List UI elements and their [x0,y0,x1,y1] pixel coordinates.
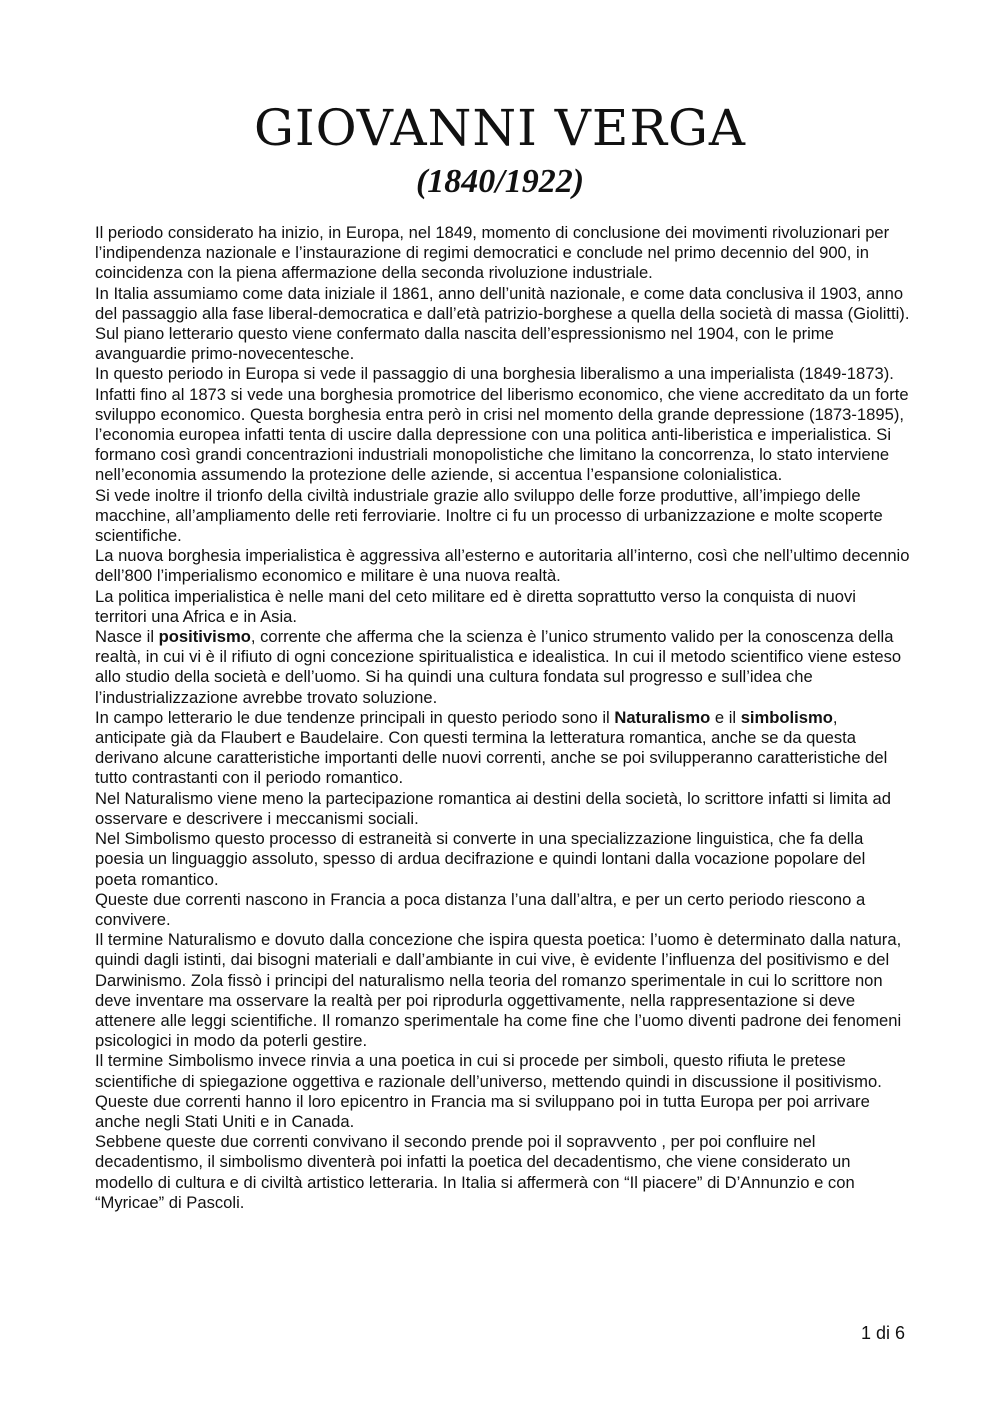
paragraph-7-text-a: Nasce il [95,627,159,647]
keyword-naturalismo: Naturalismo [614,707,711,727]
page-subtitle-dates: (1840/1922) [415,163,585,200]
paragraph-4: Si vede inoltre il trionfo della civiltà industriale grazie allo sviluppo delle forze produttive, all’impiego delle macchine, all’ampliamento delle reti ferroviarie. Inoltre ci fu un processo di urbanizzazione e molte scoperte scientifiche. [95,485,883,546]
paragraph-8-text-a: In campo letterario le due tendenze principali in questo periodo sono il [95,707,615,727]
keyword-simbolismo: simbolismo [740,707,833,727]
body-text [95,223,910,1213]
keyword-positivismo: positivismo [158,627,251,647]
paragraph-8 [95,708,910,789]
page-title: GIOVANNI VERGA [253,99,747,157]
paragraph-11: Queste due correnti nascono in Francia a poca distanza l’una dall’altra, e per un certo periodo riescono a convivere. [95,889,866,929]
paragraph-7-text-b: , corrente che afferma che la scienza è l’unico strumento valido per la conoscenza della realtà, in cui vi è il rifiuto di ogni concezione spiritualistica e idealistica. In cui il metodo scientifico viene esteso allo studio della società e dell’uomo. Si ha quindi una cultura fondata sul progresso e sull’idea che l’industrializzazione avrebbe trovato soluzione. [95,627,902,707]
paragraph-8-text-b: e il [710,707,741,727]
paragraph-7 [95,627,910,708]
paragraph-14: Queste due correnti hanno il loro epicentro in Francia ma si sviluppano poi in tutta Europa per poi arrivare anche negli Stati Uniti e in Canada. [95,1091,870,1131]
paragraph-6: La politica imperialistica è nelle mani del ceto militare ed è diretta soprattutto verso la conquista di nuovi territori una Africa e in Asia. [95,586,856,626]
paragraph-12: Il termine Naturalismo e dovuto dalla concezione che ispira questa poetica: l’uomo è determinato dalla natura, quindi dagli istinti, dai bisogni materiali e dall’ambiante in cui vive, è evidente l’influenza del positivismo e del Darwinismo. Zola fissò i principi del naturalismo nella teoria del romanzo sperimentale in cui lo scrittore non deve inventare ma osservare la realtà per poi riprodurla oggettivamente, nella rappresentazione si deve attenere alle leggi scientifiche. Il romanzo sperimentale ha come fine che l’uomo diventi padrone dei fenomeni psicologici in modo da poterli gestire. [95,930,902,1051]
paragraph-1: Il periodo considerato ha inizio, in Europa, nel 1849, momento di conclusione dei movimenti rivoluzionari per l’indipendenza nazionale e l’instaurazione di regimi democratici e conclude nel primo decennio del 900, in coincidenza con la piena affermazione della seconda rivoluzione industriale. [95,223,890,283]
paragraph-5: La nuova borghesia imperialistica è aggressiva all’esterno e autoritaria all’interno, così che nell’ultimo decennio dell’800 l’imperialismo economico e militare è una nuova realtà. [95,546,910,586]
paragraph-13: Il termine Simbolismo invece rinvia a una poetica in cui si procede per simboli, questo rifiuta le pretese scientifiche di spiegazione oggettiva e razionale dell’universo, mettendo quindi in discussione il positivismo. [95,1051,882,1091]
paragraph-10: Nel Simbolismo questo processo di estraneità si converte in una specializzazione linguistica, che fa della poesia un linguaggio assoluto, spesso di ardua decifrazione e quindi lontani dalla vocazione popolare del poeta romantico. [95,829,866,889]
paragraph-8-text-c: , anticipate già da Flaubert e Baudelaire. Con questi termina la letteratura romantica, anche se da questa derivano alcune caratteristiche importanti delle nuovi correnti, anche se poi svilupperanno caratteristiche del tutto contrastanti con il periodo romantico. [95,707,888,788]
paragraph-2: In Italia assumiamo come data iniziale il 1861, anno dell’unità nazionale, e come data conclusiva il 1903, anno del passaggio alla fase liberal-democratica e dall’età patrizio-borghese a quella della società di massa (Giolitti). Sul piano letterario questo viene confermato dalla nascita dell’espressionismo nel 1904, con le prime avanguardie primo-novecentesche. [95,283,910,364]
page-number: 1 di 6 [860,1323,905,1343]
paragraph-3: In questo periodo in Europa si vede il passaggio di una borghesia liberalismo a una imperialista (1849-1873). Infatti fino al 1873 si vede una borghesia promotrice del liberismo economico, che viene accreditato da un forte sviluppo economico. Questa borghesia entra però in crisi nel momento della grande depressione (1873-1895), l’economia europea infatti tenta di uscire dalla depressione con una politica anti-liberistica e imperialistica. Si formano così grandi concentrazioni industriali monopolistiche che limitano la concorrenza, lo stato interviene nell’economia assumendo la protezione delle aziende, si accentua l’espansione colonialistica. [95,364,909,485]
paragraph-9: Nel Naturalismo viene meno la partecipazione romantica ai destini della società, lo scrittore infatti si limita ad osservare e descrivere i meccanismi sociali. [95,788,891,828]
paragraph-15: Sebbene queste due correnti convivano il secondo prende poi il sopravvento , per poi confluire nel decadentismo, il simbolismo diventerà poi infatti la poetica del decadentismo, che viene considerato un modello di cultura e di civiltà artistico letteraria. In Italia si affermerà con “Il piacere” di D’Annunzio e con “Myricae” di Pascoli. [95,1132,855,1212]
